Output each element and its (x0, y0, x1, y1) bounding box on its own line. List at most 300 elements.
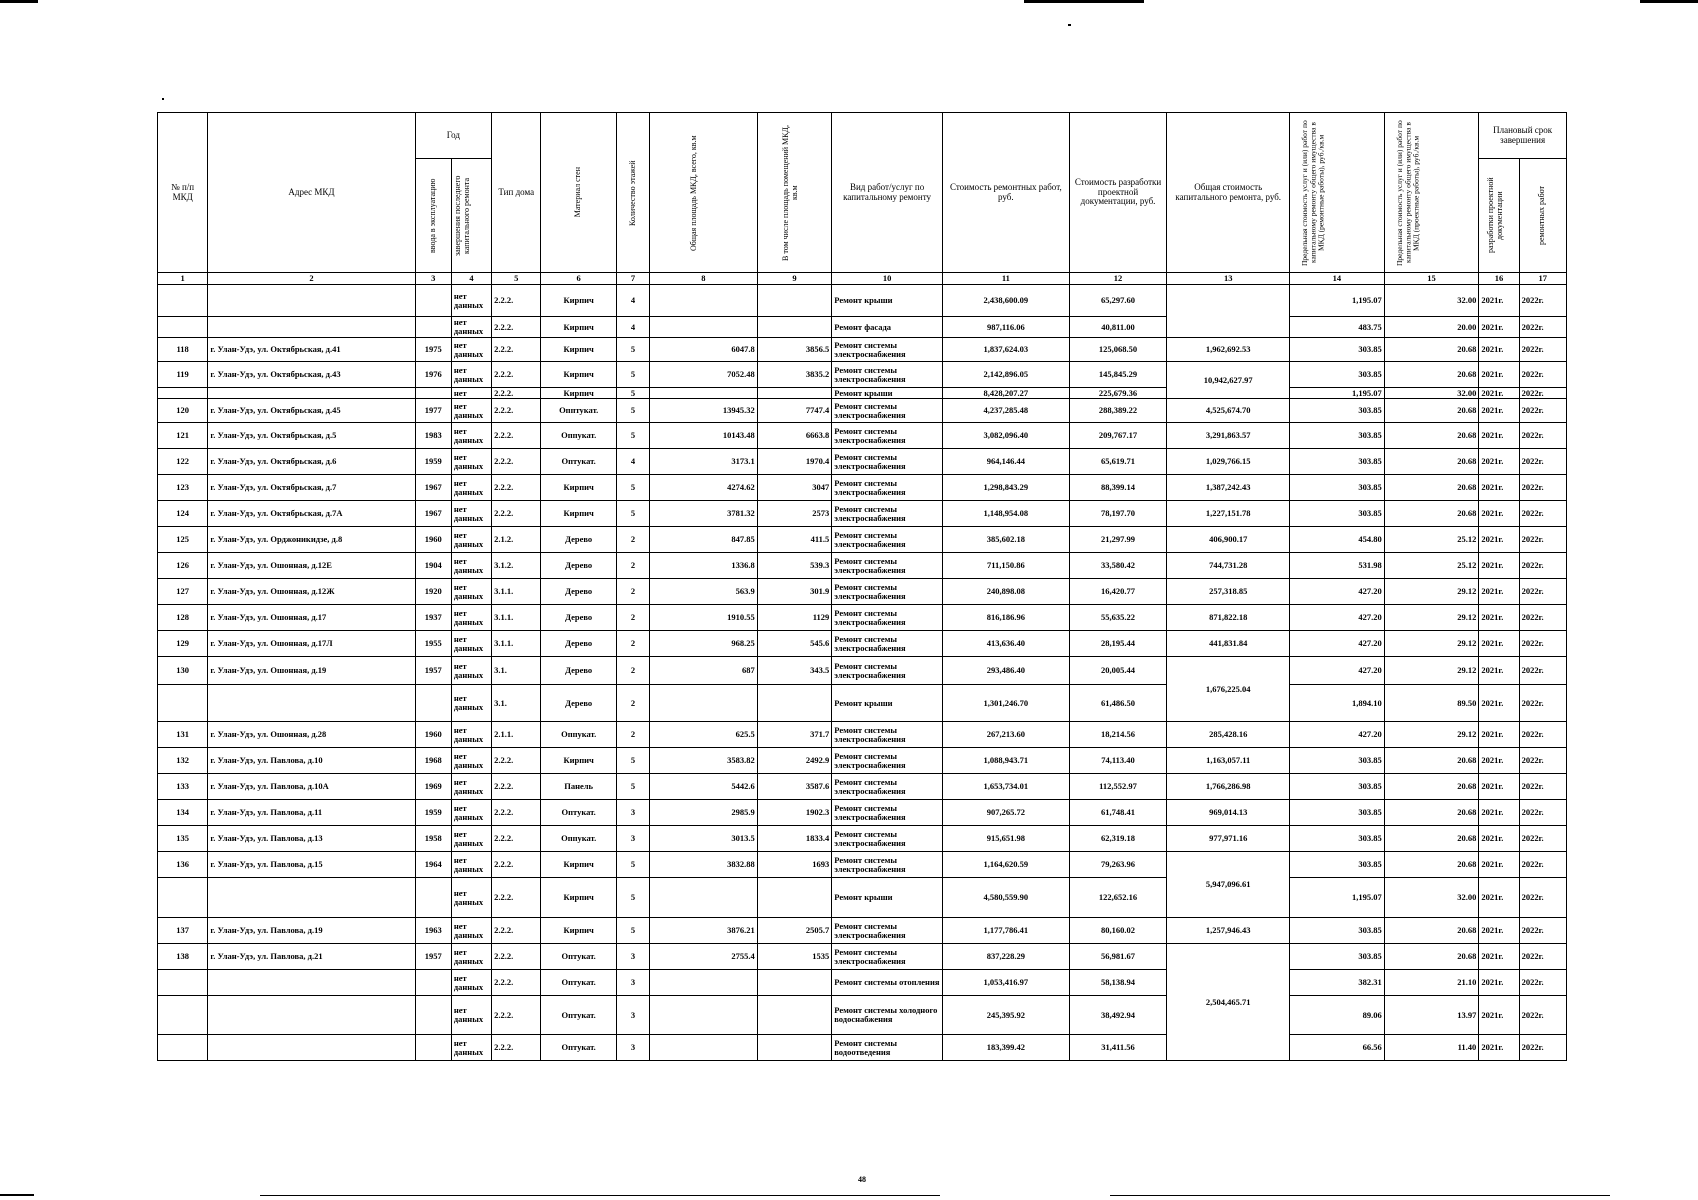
total-cost-cell: 969,014.13 (1167, 800, 1290, 826)
limit-design-cell: 32.00 (1384, 878, 1479, 918)
table-row (158, 449, 1567, 475)
total-area-cell: 563.9 (650, 579, 758, 605)
wall-material-cell: Дерево (541, 685, 616, 722)
row-number: 118 (158, 338, 208, 362)
floors-cell: 5 (616, 774, 649, 800)
repair-cost-cell: 293,486.40 (942, 657, 1069, 685)
table-row (158, 685, 1567, 722)
limit-design-cell: 29.12 (1384, 657, 1479, 685)
wall-material-cell: Оптукат. (541, 1035, 616, 1061)
floors-cell: 5 (616, 918, 649, 944)
wall-material-cell: Оптукат. (541, 800, 616, 826)
total-cost-cell: 1,766,286.98 (1167, 774, 1290, 800)
header-limit-design: Предельная стоимость услуг и (или) работ по капитальному ремонту общего имущества в МКД (проектные работы), руб./кв.м (1394, 119, 1421, 266)
limit-design-cell: 20.68 (1384, 826, 1479, 852)
header-material: Материал стен (573, 167, 583, 218)
total-cost-cell: 1,029,766.15 (1167, 449, 1290, 475)
scan-bottom-border-mid (260, 1195, 940, 1196)
floors-cell: 5 (616, 748, 649, 774)
living-area-cell: 1970.4 (757, 449, 831, 475)
total-cost-cell: 977,971.16 (1167, 826, 1290, 852)
living-area-cell: 1535 (757, 944, 831, 970)
floors-cell: 5 (616, 475, 649, 501)
row-number: 133 (158, 774, 208, 800)
limit-design-cell: 32.00 (1384, 285, 1479, 317)
address-cell: г. Улан-Удэ, ул. Ошонная, д.17Л (208, 631, 415, 657)
house-type-cell: 2.2.2. (492, 826, 541, 852)
wall-material-cell: Кирпич (541, 918, 616, 944)
design-cost-cell: 21,297.99 (1069, 527, 1167, 553)
limit-repair-cell: 89.06 (1290, 996, 1385, 1035)
colnum: 11 (942, 273, 1069, 285)
design-cost-cell: 40,811.00 (1069, 317, 1167, 338)
living-area-cell: 1833.4 (757, 826, 831, 852)
total-cost-cell: 1,257,946.43 (1167, 918, 1290, 944)
address-cell: г. Улан-Удэ, ул. Павлова, д.10А (208, 774, 415, 800)
table-row (158, 579, 1567, 605)
work-type-cell: Ремонт системы электроснабжения (832, 918, 943, 944)
header-area-total-cell (650, 113, 758, 273)
living-area-cell (757, 685, 831, 722)
header-plan-design: разработки проектной документации (1485, 177, 1504, 254)
colnum: 17 (1519, 273, 1566, 285)
year-last-repair-cell: нет данных (451, 944, 491, 970)
living-area-cell (757, 970, 831, 996)
address-cell: г. Улан-Удэ, ул. Ошонная, д.19 (208, 657, 415, 685)
year-last-repair-cell: нет данных (451, 285, 491, 317)
year-built-cell: 1964 (415, 852, 451, 878)
limit-repair-cell: 1,195.07 (1290, 285, 1385, 317)
year-last-repair-cell: нет данных (451, 970, 491, 996)
table-row (158, 722, 1567, 748)
colnum: 15 (1384, 273, 1479, 285)
plan-repair-cell: 2022г. (1519, 605, 1566, 631)
row-number: 132 (158, 748, 208, 774)
year-built-cell: 1960 (415, 722, 451, 748)
colnum: 5 (492, 273, 541, 285)
table-row (158, 826, 1567, 852)
limit-design-cell: 20.68 (1384, 774, 1479, 800)
design-cost-cell: 20,005.44 (1069, 657, 1167, 685)
house-type-cell: 2.2.2. (492, 362, 541, 388)
year-last-repair-cell: нет данных (451, 362, 491, 388)
design-cost-cell: 74,113.40 (1069, 748, 1167, 774)
total-area-cell: 3781.32 (650, 501, 758, 527)
plan-repair-cell: 2022г. (1519, 722, 1566, 748)
limit-repair-cell: 454.80 (1290, 527, 1385, 553)
row-number (158, 388, 208, 399)
row-number (158, 1035, 208, 1061)
work-type-cell: Ремонт системы электроснабжения (832, 399, 943, 423)
plan-design-cell: 2021г. (1479, 852, 1519, 878)
total-area-cell (650, 996, 758, 1035)
total-area-cell: 3013.5 (650, 826, 758, 852)
repair-cost-cell: 1,837,624.03 (942, 338, 1069, 362)
limit-repair-cell: 303.85 (1290, 423, 1385, 449)
design-cost-cell: 55,635.22 (1069, 605, 1167, 631)
limit-repair-cell: 427.20 (1290, 605, 1385, 631)
table-row (158, 285, 1567, 317)
limit-design-cell: 20.68 (1384, 399, 1479, 423)
header-area-total: Общая площадь МКД, всего, кв.м (689, 134, 699, 251)
limit-repair-cell: 427.20 (1290, 579, 1385, 605)
plan-repair-cell: 2022г. (1519, 878, 1566, 918)
house-type-cell: 2.2.2. (492, 475, 541, 501)
table-row (158, 527, 1567, 553)
floors-cell: 2 (616, 527, 649, 553)
house-type-cell: 2.2.2. (492, 944, 541, 970)
row-number: 138 (158, 944, 208, 970)
living-area-cell (757, 1035, 831, 1061)
row-number: 137 (158, 918, 208, 944)
house-type-cell: 3.1.2. (492, 553, 541, 579)
plan-design-cell: 2021г. (1479, 996, 1519, 1035)
wall-material-cell: Оппукат. (541, 826, 616, 852)
total-cost-cell: 5,947,096.61 (1167, 852, 1290, 918)
plan-design-cell: 2021г. (1479, 918, 1519, 944)
house-type-cell: 2.2.2. (492, 1035, 541, 1061)
living-area-cell: 1693 (757, 852, 831, 878)
work-type-cell: Ремонт системы электроснабжения (832, 657, 943, 685)
house-type-cell: 2.2.2. (492, 748, 541, 774)
total-area-cell (650, 388, 758, 399)
house-type-cell: 2.2.2. (492, 338, 541, 362)
scan-speck (162, 98, 164, 100)
total-cost-cell (1167, 285, 1290, 338)
limit-repair-cell: 1,195.07 (1290, 388, 1385, 399)
plan-repair-cell: 2022г. (1519, 553, 1566, 579)
plan-repair-cell: 2022г. (1519, 362, 1566, 388)
total-cost-cell: 257,318.85 (1167, 579, 1290, 605)
living-area-cell: 371.7 (757, 722, 831, 748)
limit-design-cell: 20.68 (1384, 338, 1479, 362)
work-type-cell: Ремонт системы электроснабжения (832, 826, 943, 852)
wall-material-cell: Дерево (541, 631, 616, 657)
table-row (158, 970, 1567, 996)
work-type-cell: Ремонт системы водоотведения (832, 1035, 943, 1061)
plan-design-cell: 2021г. (1479, 970, 1519, 996)
plan-repair-cell: 2022г. (1519, 449, 1566, 475)
repair-cost-cell: 8,428,207.27 (942, 388, 1069, 399)
house-type-cell: 2.2.2. (492, 918, 541, 944)
living-area-cell (757, 388, 831, 399)
header-year: Год (415, 113, 491, 159)
work-type-cell: Ремонт системы электроснабжения (832, 852, 943, 878)
living-area-cell (757, 285, 831, 317)
repair-cost-cell: 1,088,943.71 (942, 748, 1069, 774)
address-cell: г. Улан-Удэ, ул. Октябрьская, д.6 (208, 449, 415, 475)
colnum: 4 (451, 273, 491, 285)
living-area-cell: 2573 (757, 501, 831, 527)
plan-design-cell: 2021г. (1479, 657, 1519, 685)
repair-cost-cell: 2,142,896.05 (942, 362, 1069, 388)
table-row (158, 399, 1567, 423)
total-area-cell: 3173.1 (650, 449, 758, 475)
house-type-cell: 2.2.2. (492, 800, 541, 826)
limit-repair-cell: 303.85 (1290, 944, 1385, 970)
year-built-cell: 1968 (415, 748, 451, 774)
wall-material-cell: Оптукат. (541, 970, 616, 996)
repair-cost-cell: 183,399.42 (942, 1035, 1069, 1061)
limit-repair-cell: 303.85 (1290, 774, 1385, 800)
plan-design-cell: 2021г. (1479, 475, 1519, 501)
year-last-repair-cell: нет данных (451, 800, 491, 826)
total-area-cell: 4274.62 (650, 475, 758, 501)
plan-repair-cell: 2022г. (1519, 918, 1566, 944)
wall-material-cell: Панель (541, 774, 616, 800)
year-built-cell: 1963 (415, 918, 451, 944)
total-cost-cell: 406,900.17 (1167, 527, 1290, 553)
plan-repair-cell: 2022г. (1519, 317, 1566, 338)
total-cost-cell: 1,227,151.78 (1167, 501, 1290, 527)
year-last-repair-cell: нет данных (451, 657, 491, 685)
design-cost-cell: 225,679.36 (1069, 388, 1167, 399)
limit-repair-cell: 427.20 (1290, 631, 1385, 657)
work-type-cell: Ремонт системы электроснабжения (832, 423, 943, 449)
header-area-living-cell (757, 113, 831, 273)
work-type-cell: Ремонт системы электроснабжения (832, 475, 943, 501)
limit-repair-cell: 1,894.10 (1290, 685, 1385, 722)
living-area-cell (757, 878, 831, 918)
plan-repair-cell: 2022г. (1519, 423, 1566, 449)
year-built-cell (415, 1035, 451, 1061)
living-area-cell: 1129 (757, 605, 831, 631)
plan-repair-cell: 2022г. (1519, 285, 1566, 317)
year-built-cell (415, 285, 451, 317)
colnum: 1 (158, 273, 208, 285)
year-last-repair-cell: нет данных (451, 774, 491, 800)
colnum: 3 (415, 273, 451, 285)
year-last-repair-cell: нет данных (451, 338, 491, 362)
work-type-cell: Ремонт системы электроснабжения (832, 748, 943, 774)
scan-speck (1068, 24, 1071, 26)
table-row (158, 553, 1567, 579)
repair-cost-cell: 4,580,559.90 (942, 878, 1069, 918)
work-type-cell: Ремонт системы электроснабжения (832, 553, 943, 579)
limit-repair-cell: 303.85 (1290, 449, 1385, 475)
work-type-cell: Ремонт системы электроснабжения (832, 338, 943, 362)
table-row (158, 475, 1567, 501)
plan-repair-cell: 2022г. (1519, 631, 1566, 657)
plan-repair-cell: 2022г. (1519, 475, 1566, 501)
living-area-cell: 6663.8 (757, 423, 831, 449)
living-area-cell: 411.5 (757, 527, 831, 553)
limit-repair-cell: 66.56 (1290, 1035, 1385, 1061)
limit-design-cell: 13.97 (1384, 996, 1479, 1035)
design-cost-cell: 61,748.41 (1069, 800, 1167, 826)
address-cell: г. Улан-Удэ, ул. Октябрьская, д.5 (208, 423, 415, 449)
house-type-cell: 2.2.2. (492, 970, 541, 996)
house-type-cell: 3.1. (492, 685, 541, 722)
design-cost-cell: 62,319.18 (1069, 826, 1167, 852)
header-plan: Плановый срок завершения (1479, 113, 1567, 159)
floors-cell: 2 (616, 605, 649, 631)
row-number (158, 317, 208, 338)
total-area-cell: 1910.55 (650, 605, 758, 631)
table-row (158, 996, 1567, 1035)
work-type-cell: Ремонт системы электроснабжения (832, 944, 943, 970)
limit-repair-cell: 303.85 (1290, 362, 1385, 388)
row-number (158, 685, 208, 722)
address-cell (208, 970, 415, 996)
design-cost-cell: 56,981.67 (1069, 944, 1167, 970)
year-last-repair-cell: нет данных (451, 852, 491, 878)
scan-bottom-border-left (0, 1194, 34, 1196)
plan-design-cell: 2021г. (1479, 748, 1519, 774)
year-built-cell: 1969 (415, 774, 451, 800)
design-cost-cell: 18,214.56 (1069, 722, 1167, 748)
total-area-cell: 2755.4 (650, 944, 758, 970)
work-type-cell: Ремонт системы холодного водоснабжения (832, 996, 943, 1035)
colnum: 14 (1290, 273, 1385, 285)
work-type-cell: Ремонт крыши (832, 878, 943, 918)
table-row (158, 423, 1567, 449)
colnum: 2 (208, 273, 415, 285)
row-number: 134 (158, 800, 208, 826)
repair-cost-cell: 915,651.98 (942, 826, 1069, 852)
limit-design-cell: 20.68 (1384, 475, 1479, 501)
floors-cell: 3 (616, 996, 649, 1035)
year-built-cell: 1904 (415, 553, 451, 579)
living-area-cell: 539.3 (757, 553, 831, 579)
colnum: 8 (650, 273, 758, 285)
address-cell: г. Улан-Удэ, ул. Октябрьская, д.41 (208, 338, 415, 362)
address-cell: г. Улан-Удэ, ул. Павлова, д.21 (208, 944, 415, 970)
plan-repair-cell: 2022г. (1519, 826, 1566, 852)
year-last-repair-cell: нет данных (451, 527, 491, 553)
limit-design-cell: 20.68 (1384, 944, 1479, 970)
design-cost-cell: 33,580.42 (1069, 553, 1167, 579)
year-last-repair-cell: нет данных (451, 449, 491, 475)
limit-repair-cell: 303.85 (1290, 475, 1385, 501)
year-last-repair-cell: нет данных (451, 553, 491, 579)
table-row (158, 605, 1567, 631)
total-area-cell (650, 1035, 758, 1061)
colnum: 6 (541, 273, 616, 285)
repair-cost-cell: 1,148,954.08 (942, 501, 1069, 527)
limit-repair-cell: 427.20 (1290, 722, 1385, 748)
year-built-cell: 1957 (415, 657, 451, 685)
repair-cost-cell: 816,186.96 (942, 605, 1069, 631)
repair-cost-cell: 964,146.44 (942, 449, 1069, 475)
colnum: 16 (1479, 273, 1519, 285)
work-type-cell: Ремонт системы электроснабжения (832, 362, 943, 388)
year-built-cell (415, 388, 451, 399)
limit-design-cell: 29.12 (1384, 631, 1479, 657)
living-area-cell (757, 317, 831, 338)
total-cost-cell: 1,163,057.11 (1167, 748, 1290, 774)
wall-material-cell: Кирпич (541, 285, 616, 317)
year-built-cell (415, 317, 451, 338)
header-no: № п/п МКД (158, 113, 208, 273)
header-year-start-cell (415, 159, 451, 273)
repair-cost-cell: 240,898.08 (942, 579, 1069, 605)
row-number: 129 (158, 631, 208, 657)
total-area-cell: 6047.8 (650, 338, 758, 362)
design-cost-cell: 79,263.96 (1069, 852, 1167, 878)
floors-cell: 5 (616, 878, 649, 918)
year-built-cell: 1959 (415, 449, 451, 475)
total-area-cell: 3832.88 (650, 852, 758, 878)
house-type-cell: 3.1.1. (492, 605, 541, 631)
table-row (158, 852, 1567, 878)
address-cell: г. Улан-Удэ, ул. Октябрьская, д.7А (208, 501, 415, 527)
year-built-cell (415, 970, 451, 996)
wall-material-cell: Дерево (541, 579, 616, 605)
address-cell: г. Улан-Удэ, ул. Ошонная, д.12Ж (208, 579, 415, 605)
plan-design-cell: 2021г. (1479, 944, 1519, 970)
house-type-cell: 2.2.2. (492, 399, 541, 423)
table-body (158, 285, 1567, 1061)
header-type: Тип дома (492, 113, 541, 273)
row-number: 127 (158, 579, 208, 605)
total-area-cell (650, 970, 758, 996)
floors-cell: 2 (616, 685, 649, 722)
repair-cost-cell: 413,636.40 (942, 631, 1069, 657)
total-area-cell: 7052.48 (650, 362, 758, 388)
limit-repair-cell: 303.85 (1290, 826, 1385, 852)
row-number: 120 (158, 399, 208, 423)
plan-repair-cell: 2022г. (1519, 388, 1566, 399)
limit-repair-cell: 427.20 (1290, 657, 1385, 685)
colnum: 10 (832, 273, 943, 285)
year-last-repair-cell: нет данных (451, 579, 491, 605)
work-type-cell: Ремонт фасада (832, 317, 943, 338)
design-cost-cell: 38,492.94 (1069, 996, 1167, 1035)
limit-repair-cell: 303.85 (1290, 800, 1385, 826)
design-cost-cell: 209,767.17 (1069, 423, 1167, 449)
total-cost-cell: 1,676,225.04 (1167, 657, 1290, 722)
house-type-cell: 3.1. (492, 657, 541, 685)
floors-cell: 3 (616, 826, 649, 852)
table-row (158, 800, 1567, 826)
year-last-repair-cell: нет данных (451, 475, 491, 501)
house-type-cell: 2.1.2. (492, 527, 541, 553)
address-cell: г. Улан-Удэ, ул. Павлова, д.15 (208, 852, 415, 878)
living-area-cell: 301.9 (757, 579, 831, 605)
limit-repair-cell: 382.31 (1290, 970, 1385, 996)
design-cost-cell: 78,197.70 (1069, 501, 1167, 527)
design-cost-cell: 65,619.71 (1069, 449, 1167, 475)
table-row (158, 774, 1567, 800)
work-type-cell: Ремонт крыши (832, 685, 943, 722)
house-type-cell: 3.1.1. (492, 579, 541, 605)
plan-design-cell: 2021г. (1479, 317, 1519, 338)
floors-cell: 5 (616, 362, 649, 388)
colnum: 7 (616, 273, 649, 285)
header-year-last-cell (451, 159, 491, 273)
scan-top-border-mid (1024, 0, 1144, 3)
table-row (158, 657, 1567, 685)
total-area-cell: 13945.32 (650, 399, 758, 423)
floors-cell: 5 (616, 338, 649, 362)
total-cost-cell: 744,731.28 (1167, 553, 1290, 579)
plan-repair-cell: 2022г. (1519, 338, 1566, 362)
table-row (158, 317, 1567, 338)
floors-cell: 5 (616, 423, 649, 449)
work-type-cell: Ремонт крыши (832, 285, 943, 317)
wall-material-cell: Опптукат. (541, 399, 616, 423)
header-cost-design: Стоимость разработки проектной документации, руб. (1069, 113, 1167, 273)
house-type-cell: 2.2.2. (492, 449, 541, 475)
house-type-cell: 2.2.2. (492, 852, 541, 878)
plan-repair-cell: 2022г. (1519, 527, 1566, 553)
column-number-row (158, 273, 1567, 285)
scan-top-border-left (0, 0, 38, 3)
scan-bottom-border-right (1110, 1195, 1610, 1196)
address-cell (208, 685, 415, 722)
page-number: 48 (858, 1175, 866, 1184)
